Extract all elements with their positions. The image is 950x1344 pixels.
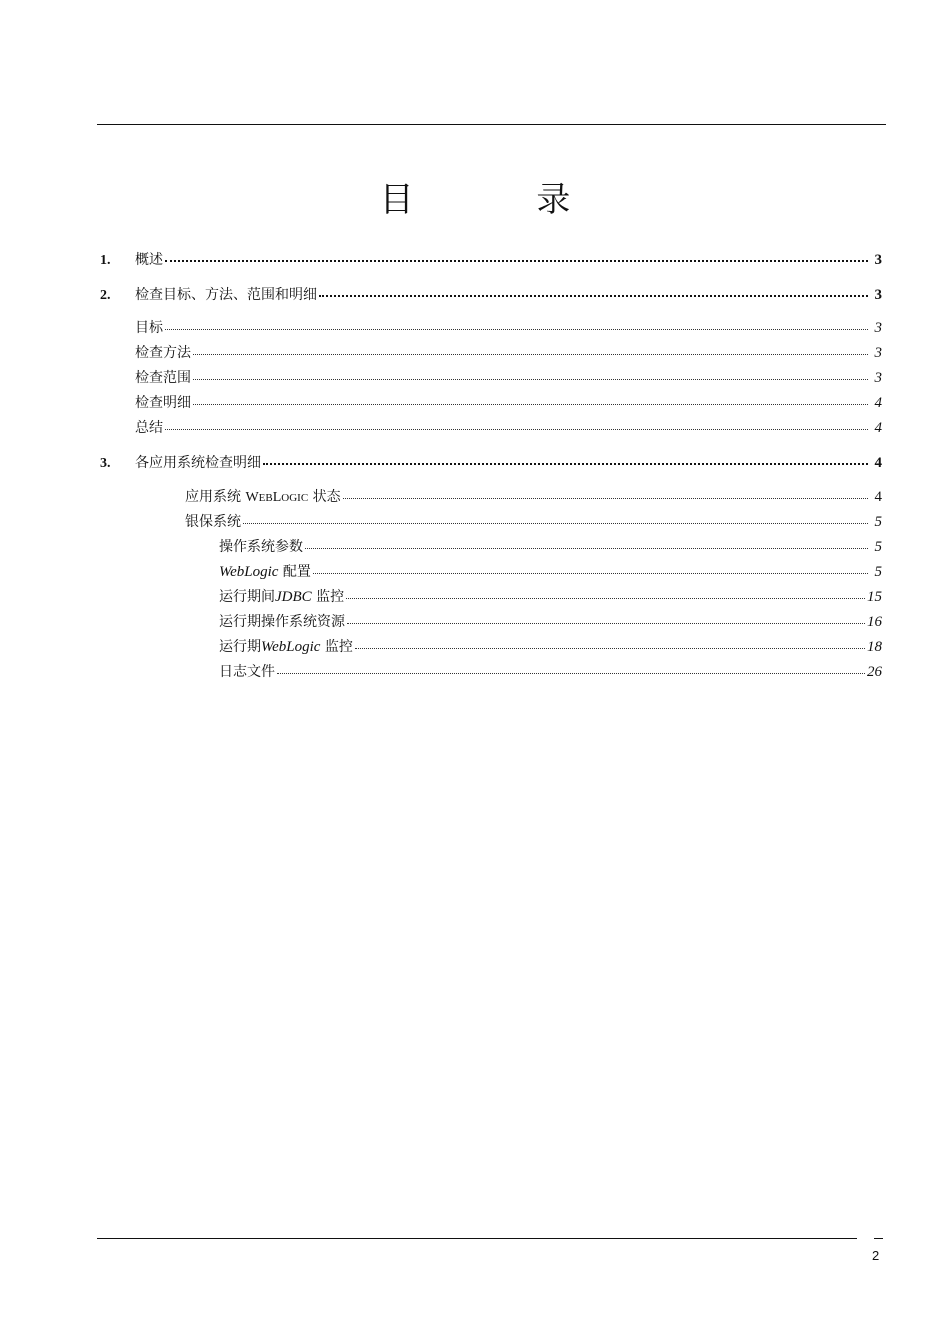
toc-entry-page: 3 [874,345,882,361]
toc-entry[interactable] [100,249,882,269]
toc-entry-page: 5 [874,539,882,555]
toc-entry-number: 1. [100,253,111,268]
footer-dash [874,1238,883,1239]
toc-leader [346,594,865,599]
toc-entry-page: 18 [867,639,882,655]
toc-entry-page: 4 [874,395,882,411]
toc-entry[interactable] [219,561,882,581]
toc-entry-number: 3. [100,456,111,471]
toc-entry-page: 4 [874,489,882,505]
toc-leader [313,569,868,574]
toc-entry-label: 目标 [135,320,163,336]
toc-entry[interactable] [185,511,882,531]
toc-entry-page: 5 [874,564,882,580]
toc-entry-label: 银保系统 [185,514,241,530]
toc-leader [193,350,868,355]
toc-leader [165,425,868,430]
toc-entry-label: 运行期WebLogic 监控 [219,639,353,655]
toc-leader [305,544,868,549]
toc-entry-label: 运行期间JDBC 监控 [219,589,345,605]
toc-entry-label: WebLogic 配置 [219,564,311,580]
toc-entry-number: 2. [100,288,111,303]
toc-entry[interactable] [100,284,882,304]
toc-entry-label: 检查范围 [135,370,191,386]
toc-entry[interactable] [219,636,882,656]
toc-leader [263,459,868,465]
toc-leader [165,256,868,262]
toc-leader [319,291,868,297]
toc-entry-page: 3 [874,320,882,336]
toc-entry[interactable] [185,486,882,506]
toc-entry[interactable] [219,586,882,606]
toc-leader [165,325,868,330]
toc-entry-page: 3 [874,370,882,386]
toc-entry[interactable] [135,392,882,412]
footer-rule [97,1238,857,1239]
toc-entry[interactable] [219,661,882,681]
page-title: 目 录 [379,180,627,220]
toc-entry-label: 应用系统 WEBLOGIC 状态 [185,489,341,505]
toc-entry[interactable] [135,367,882,387]
toc-entry[interactable] [219,611,882,631]
toc-entry-label: 各应用系统检查明细 [135,455,261,471]
toc-entry-label: 操作系统参数 [219,539,303,555]
toc-leader [347,619,865,624]
toc-entry-page: 5 [874,514,882,530]
toc-entry[interactable] [135,342,882,362]
toc-entry-label: 运行期操作系统资源 [219,614,345,630]
footer-page-number: 2 [872,1248,880,1263]
toc-entry-page: 3 [874,287,882,303]
toc-entry-label: 检查目标、方法、范围和明细 [135,287,317,303]
toc-entry-label: 总结 [135,420,163,436]
header-rule [97,124,886,125]
toc-leader [355,644,865,649]
toc-entry-page: 26 [867,664,882,680]
toc-entry-label: 检查方法 [135,345,191,361]
toc-entry-label: 检查明细 [135,395,191,411]
toc-entry[interactable] [135,317,882,337]
toc-entry[interactable] [135,417,882,437]
toc-entry-label: 概述 [135,252,163,268]
toc-entry-page: 16 [867,614,882,630]
toc-leader [277,669,865,674]
toc-leader [193,400,868,405]
toc-entry[interactable] [219,536,882,556]
toc-leader [343,494,868,499]
toc-entry-page: 4 [874,455,882,471]
toc-leader [243,519,868,524]
toc-entry-label: 日志文件 [219,664,275,680]
toc-entry-page: 4 [874,420,882,436]
toc-entry-page: 3 [874,252,882,268]
toc-entry[interactable] [100,452,882,472]
toc-leader [193,375,868,380]
toc-entry-page: 15 [867,589,882,605]
